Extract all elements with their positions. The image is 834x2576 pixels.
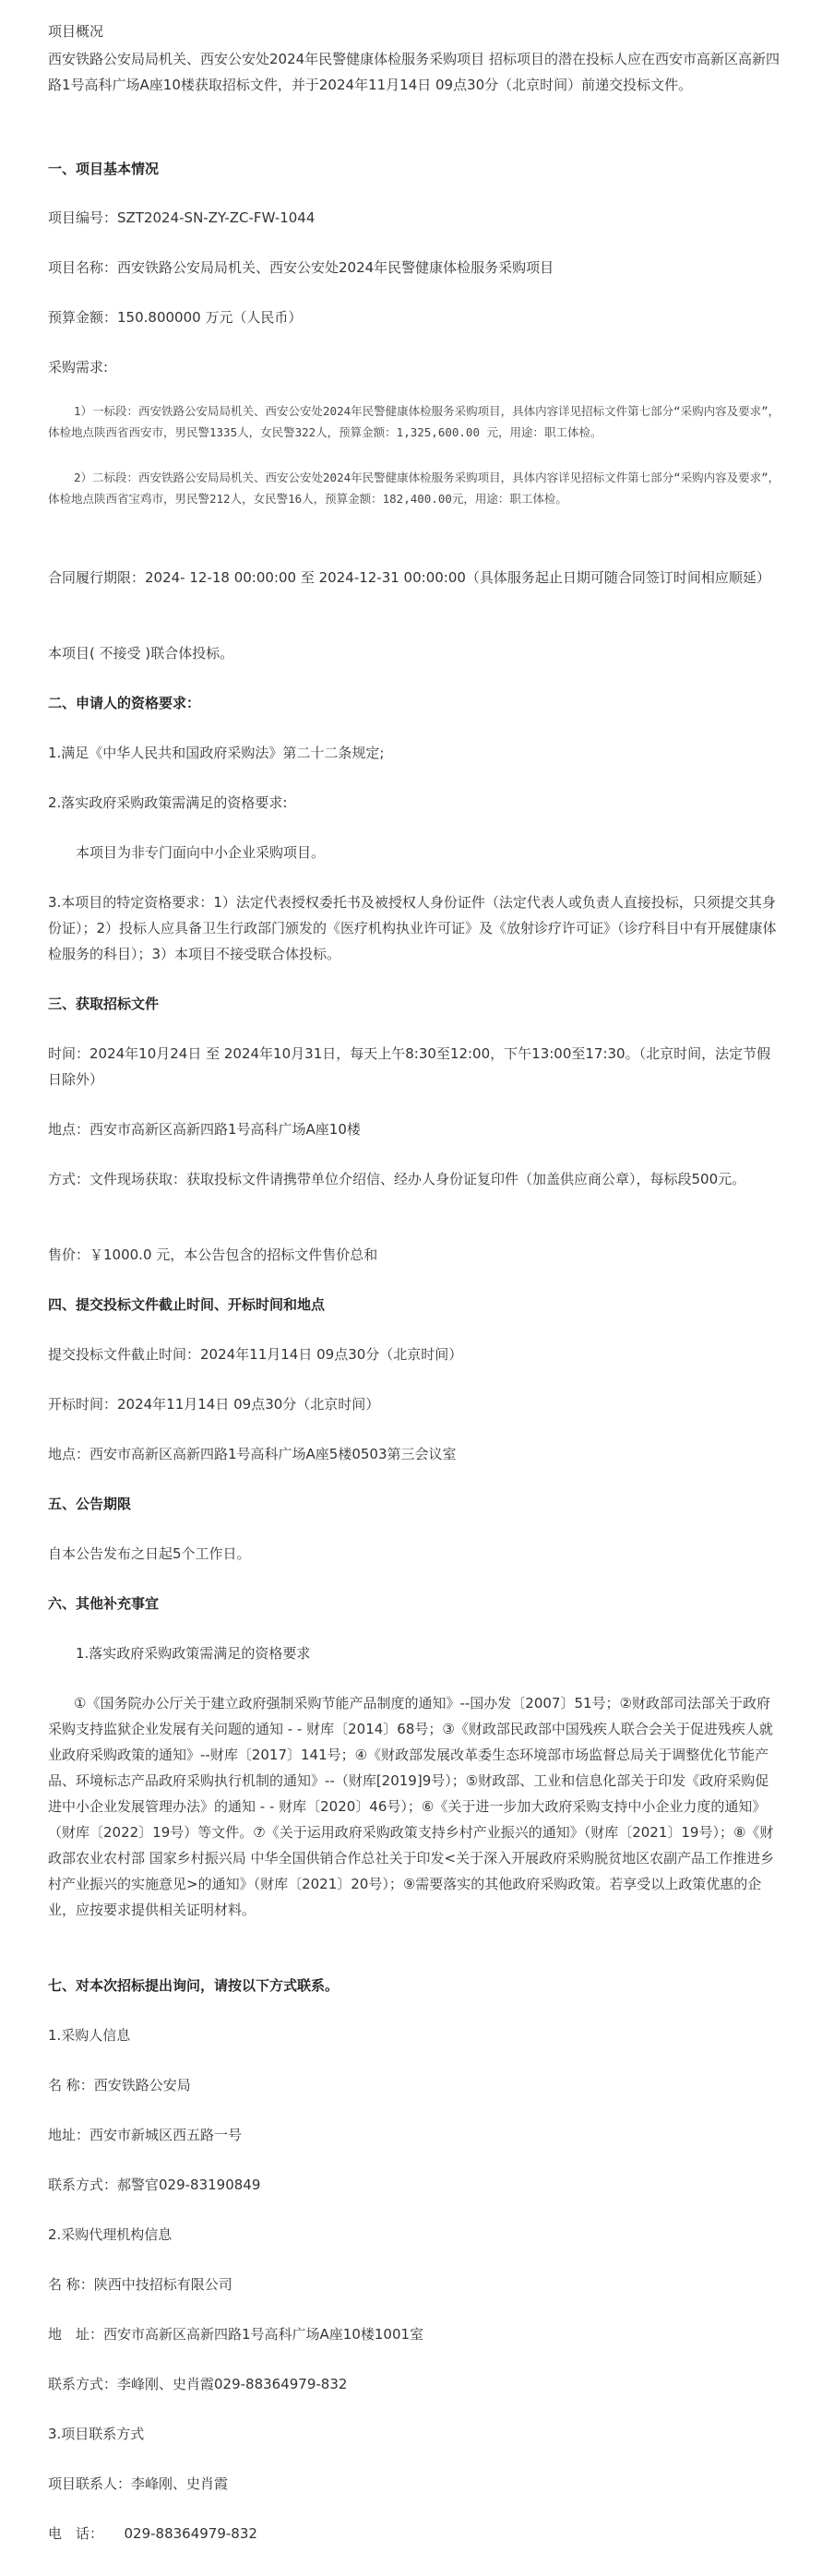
section-4-heading: 四、提交投标文件截止时间、开标时间和地点 xyxy=(48,1296,326,1313)
overview-title: 项目概况 xyxy=(48,23,104,40)
buyer-address: 地址：西安市新城区西五路一号 xyxy=(48,2127,243,2143)
obtain-place: 地点：西安市高新区高新四路1号高科广场A座10楼 xyxy=(48,1121,361,1138)
project-contact-title: 3.项目联系方式 xyxy=(48,2426,145,2442)
buyer-info-title: 1.采购人信息 xyxy=(48,2027,131,2044)
project-number: 项目编号：SZT2024-SN-ZY-ZC-FW-1044 xyxy=(48,209,316,226)
section-7-heading: 七、对本次招标提出询问，请按以下方式联系。 xyxy=(48,1977,340,1994)
project-contact-phone: 电 话： 029-88364979-832 xyxy=(48,2525,257,2542)
opening-time: 开标时间：2024年11月14日 09点30分（北京时间） xyxy=(48,1396,380,1413)
notice-period: 自本公告发布之日起5个工作日。 xyxy=(48,1545,251,1562)
overview-text: 西安铁路公安局局机关、西安公安处2024年民警健康体检服务采购项目 招标项目的潜在投标人应在西安市高新区高新四路1号高科广场A座10楼获取招标文件，并于2024年11月14日 09点30分（北京时间）前递交投标文件。 xyxy=(48,51,780,93)
agent-address: 地 址：西安市高新区高新四路1号高科广场A座10楼1001室 xyxy=(48,2326,424,2343)
qualification-item-3: 3.本项目的特定资格要求：1）法定代表授权委托书及被授权人身份证件（法定代表人或负责人直接投标，只须提交其身份证）；2）投标人应具备卫生行政部门颁发的《医疗机构执业许可证》及《放射诊疗许可证》（诊疗科目中有开展健康体检服务的科目）；3）本项目不接受联合体投标。 xyxy=(48,894,777,962)
opening-place: 地点：西安市高新区高新四路1号高科广场A座5楼0503第三会议室 xyxy=(48,1446,457,1462)
demand-label: 采购需求: xyxy=(48,359,109,376)
buyer-contact: 联系方式：郝警官029-83190849 xyxy=(48,2176,261,2193)
section-3-heading: 三、获取招标文件 xyxy=(48,996,160,1012)
document-price: 售价：￥1000.0 元，本公告包含的招标文件售价总和 xyxy=(48,1246,378,1263)
project-budget: 预算金额：150.800000 万元（人民币） xyxy=(48,309,303,326)
qualification-item-2: 2.落实政府采购政策需满足的资格要求: xyxy=(48,794,288,811)
qualification-item-2-detail: 本项目为非专门面向中小企业采购项目。 xyxy=(76,844,326,861)
demand-lot-2: 2）二标段：西安铁路公安局局机关、西安公安处2024年民警健康体检服务采购项目，具体内容详见招标文件第七部分“采购内容及要求”，体检地点陕西省宝鸡市，男民警212人，女民警16人，预算金额：182,400.00元，用途：职工体检。 xyxy=(48,471,780,506)
policy-subheading: 1.落实政府采购政策需满足的资格要求 xyxy=(76,1645,311,1662)
project-name: 项目名称：西安铁路公安局局机关、西安公安处2024年民警健康体检服务采购项目 xyxy=(48,259,554,276)
buyer-name: 名 称：西安铁路公安局 xyxy=(48,2077,191,2093)
submission-deadline: 提交投标文件截止时间：2024年11月14日 09点30分（北京时间） xyxy=(48,1346,463,1363)
agent-contact: 联系方式：李峰刚、史肖霞029-88364979-832 xyxy=(48,2376,348,2392)
obtain-time: 时间：2024年10月24日 至 2024年10月31日，每天上午8:30至12:00，下午13:00至17:30。（北京时间，法定节假日除外） xyxy=(48,1045,771,1088)
demand-lot-1: 1）一标段：西安铁路公安局局机关、西安公安处2024年民警健康体检服务采购项目，具体内容详见招标文件第七部分“采购内容及要求”，体检地点陕西省西安市，男民警1335人，女民警322人，预算金额：1,325,600.00 元，用途：职工体检。 xyxy=(48,404,780,439)
obtain-method: 方式：文件现场获取：获取投标文件请携带单位介绍信、经办人身份证复印件（加盖供应商公章），每标段500元。 xyxy=(48,1171,746,1187)
section-1-heading: 一、项目基本情况 xyxy=(48,161,160,177)
section-6-heading: 六、其他补充事宜 xyxy=(48,1595,160,1612)
contract-period: 合同履行期限：2024- 12-18 00:00:00 至 2024-12-31 00:00:00（具体服务起止日期可随合同签订时间相应顺延） xyxy=(48,569,770,586)
policy-list: ①《国务院办公厅关于建立政府强制采购节能产品制度的通知》--国办发〔2007〕51号；②财政部司法部关于政府采购支持监狱企业发展有关问题的通知 - - 财库〔2014〕68号；③《财政部民政部中国残疾人联合会关于促进残疾人就业政府采购政策的通知》--财库〔2017〕141号；④《财政部发展改革委生态环境部市场监督总局关于调整优化节能产品、环境标志产品政府采购执行机制的通知》--（财库[2019]9号）；⑤财政部、工业和信息化部关于印发《政府采购促进中小企业发展管理办法》的通知 - - 财库〔2020〕46号）；⑥《关于进一步加大政府采购支持中小企业力度的通知》（财库〔2022〕19号）等文件。⑦《关于运用政府采购政策支持乡村产业振兴的通知》（财库〔2021〕19号）；⑧《财政部农业农村部 国家乡村振兴局 中华全国供销合作总社关于印发<关于深入开展政府采购脱贫地区农副产品工作推进乡村产业振兴的实施意见>的通知》（财库〔2021〕20号）；⑨需要落实的其他政府采购政策。若享受以上政策优惠的企业，应按要求提供相关证明材料。 xyxy=(48,1695,775,1918)
section-2-heading: 二、申请人的资格要求： xyxy=(48,695,201,711)
section-5-heading: 五、公告期限 xyxy=(48,1496,132,1512)
consortium-note: 本项目( 不接受 )联合体投标。 xyxy=(48,645,234,662)
project-contact-person: 项目联系人：李峰刚、史肖霞 xyxy=(48,2475,229,2492)
agent-info-title: 2.采购代理机构信息 xyxy=(48,2226,173,2243)
agent-name: 名 称：陕西中技招标有限公司 xyxy=(48,2276,232,2293)
qualification-item-1: 1.满足《中华人民共和国政府采购法》第二十二条规定; xyxy=(48,745,385,761)
